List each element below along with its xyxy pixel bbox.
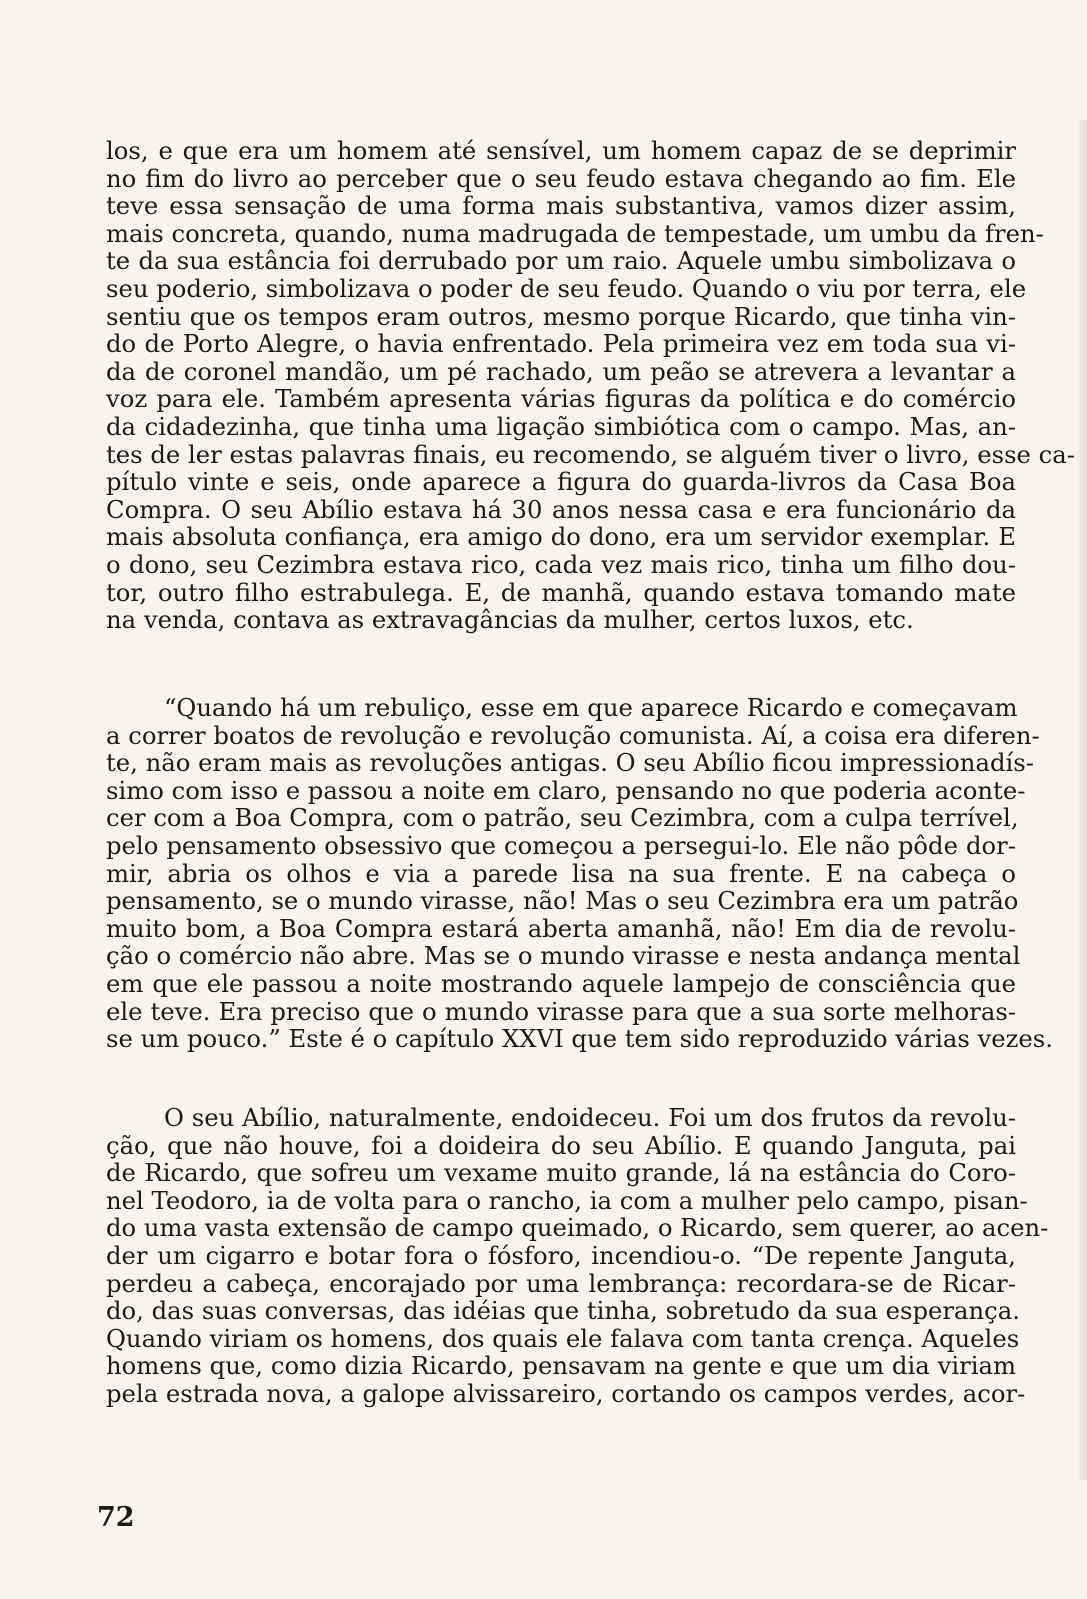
text-line: a correr boatos de revolução e revolução comunista. Aí, a coisa era diferen- — [106, 720, 1040, 750]
text-line: simo com isso e passou a noite em claro, pensando no que poderia aconte- — [106, 775, 1026, 805]
text-line: homens que, como dizia Ricardo, pensavam na gente e que um dia viriam — [106, 1351, 1016, 1381]
paragraph-text — [106, 693, 1053, 1054]
text-line: do de Porto Alegre, o havia enfrentado. Pela primeira vez em toda sua vi- — [106, 329, 1016, 359]
text-line: de Ricardo, que sofreu um vexame muito grande, lá na estância do Coro- — [106, 1158, 1016, 1188]
paragraph-text — [106, 1103, 1049, 1408]
text-line: o dono, seu Cezimbra estava rico, cada vez mais rico, tinha um filho dou- — [106, 549, 1016, 579]
text-line: perdeu a cabeça, encorajado por uma lembrança: recordara-se de Ricar- — [106, 1268, 1016, 1298]
text-line: “Quando há um rebuliço, esse em que aparece Ricardo e começavam — [164, 693, 1018, 722]
text-line: ção o comércio não abre. Mas se o mundo virasse e nesta andança mental — [106, 941, 1021, 971]
paragraph-3 — [106, 1103, 1049, 1408]
page-edge-shadow — [1077, 120, 1087, 1480]
paragraph-1 — [106, 136, 1075, 635]
text-line: Compra. O seu Abílio estava há 30 anos nessa casa e era funcionário da — [106, 494, 1016, 524]
text-line: te da sua estância foi derrubado por um raio. Aquele umbu simbolizava o — [106, 246, 1016, 276]
text-line: nel Teodoro, ia de volta para o rancho, ia com a mulher pelo campo, pisan- — [106, 1185, 1028, 1215]
text-line: tor, outro filho estrabulega. E, de manhã, quando estava tomando mate — [106, 577, 1016, 607]
text-line: da de coronel mandão, um pé rachado, um peão se atrevera a levantar a — [106, 356, 1016, 386]
text-line: do, das suas conversas, das idéias que tinha, sobretudo da sua esperança. — [106, 1296, 1020, 1326]
text-line: em que ele passou a noite mostrando aquele lampejo de consciência que — [106, 968, 1016, 998]
text-line: teve essa sensação de uma forma mais substantiva, vamos dizer assim, — [106, 191, 1016, 221]
text-line: pela estrada nova, a galope alvissareiro, cortando os campos verdes, acor- — [106, 1378, 1026, 1408]
text-line: mais concreta, quando, numa madrugada de tempestade, um umbu da fren- — [106, 218, 1044, 248]
text-line: pelo pensamento obsessivo que começou a persegui-lo. Ele não pôde dor- — [106, 830, 1016, 860]
text-line: tes de ler estas palavras finais, eu recomendo, se alguém tiver o livro, esse ca- — [106, 439, 1075, 469]
text-line: sentiu que os tempos eram outros, mesmo porque Ricardo, que tinha vin- — [106, 301, 1016, 331]
text-line: muito bom, a Boa Compra estará aberta amanhã, não! Em dia de revolu- — [106, 913, 1016, 943]
text-line: te, não eram mais as revoluções antigas. O seu Abílio ficou impressionadís- — [106, 748, 1034, 778]
page-number: 72 — [97, 1502, 135, 1533]
text-line: Quando viriam os homens, dos quais ele falava com tanta crença. Aqueles — [106, 1323, 1020, 1353]
text-line: no fim do livro ao perceber que o seu feudo estava chegando ao fim. Ele — [106, 163, 1016, 193]
text-line: los, e que era um homem até sensível, um homem capaz de se deprimir — [106, 136, 1016, 165]
text-line: ele teve. Era preciso que o mundo virasse para que a sua sorte melhoras- — [106, 996, 1016, 1026]
text-line: da cidadezinha, que tinha uma ligação simbiótica com o campo. Mas, an- — [106, 411, 1016, 441]
text-line: mais absoluta confiança, era amigo do dono, era um servidor exemplar. E — [106, 522, 1016, 552]
text-line: pítulo vinte e seis, onde aparece a figura do guarda-livros da Casa Boa — [106, 467, 1016, 497]
text-line: se um pouco.” Este é o capítulo XXVI que tem sido reproduzido várias vezes. — [106, 1024, 1053, 1054]
text-line: seu poderio, simbolizava o poder de seu feudo. Quando o viu por terra, ele — [106, 273, 1027, 303]
paragraph-2 — [106, 693, 1053, 1054]
text-line: pensamento, se o mundo virasse, não! Mas o seu Cezimbra era um patrão — [106, 886, 1019, 916]
text-line: mir, abria os olhos e via a parede lisa na sua frente. E na cabeça o — [106, 858, 1016, 888]
text-line: der um cigarro e botar fora o fósforo, incendiou-o. “De repente Janguta, — [106, 1240, 1016, 1270]
text-line: voz para ele. Também apresenta várias figuras da política e do comércio — [106, 384, 1016, 414]
text-line: ção, que não houve, foi a doideira do seu Abílio. E quando Janguta, pai — [106, 1130, 1016, 1160]
paragraph-text — [106, 136, 1075, 635]
text-line: na venda, contava as extravagâncias da mulher, certos luxos, etc. — [106, 605, 914, 635]
text-line: O seu Abílio, naturalmente, endoideceu. Foi um dos frutos da revolu- — [164, 1103, 1016, 1132]
text-line: cer com a Boa Compra, com o patrão, seu Cezimbra, com a culpa terrível, — [106, 803, 1019, 833]
text-line: do uma vasta extensão de campo queimado, o Ricardo, sem querer, ao acen- — [106, 1213, 1049, 1243]
